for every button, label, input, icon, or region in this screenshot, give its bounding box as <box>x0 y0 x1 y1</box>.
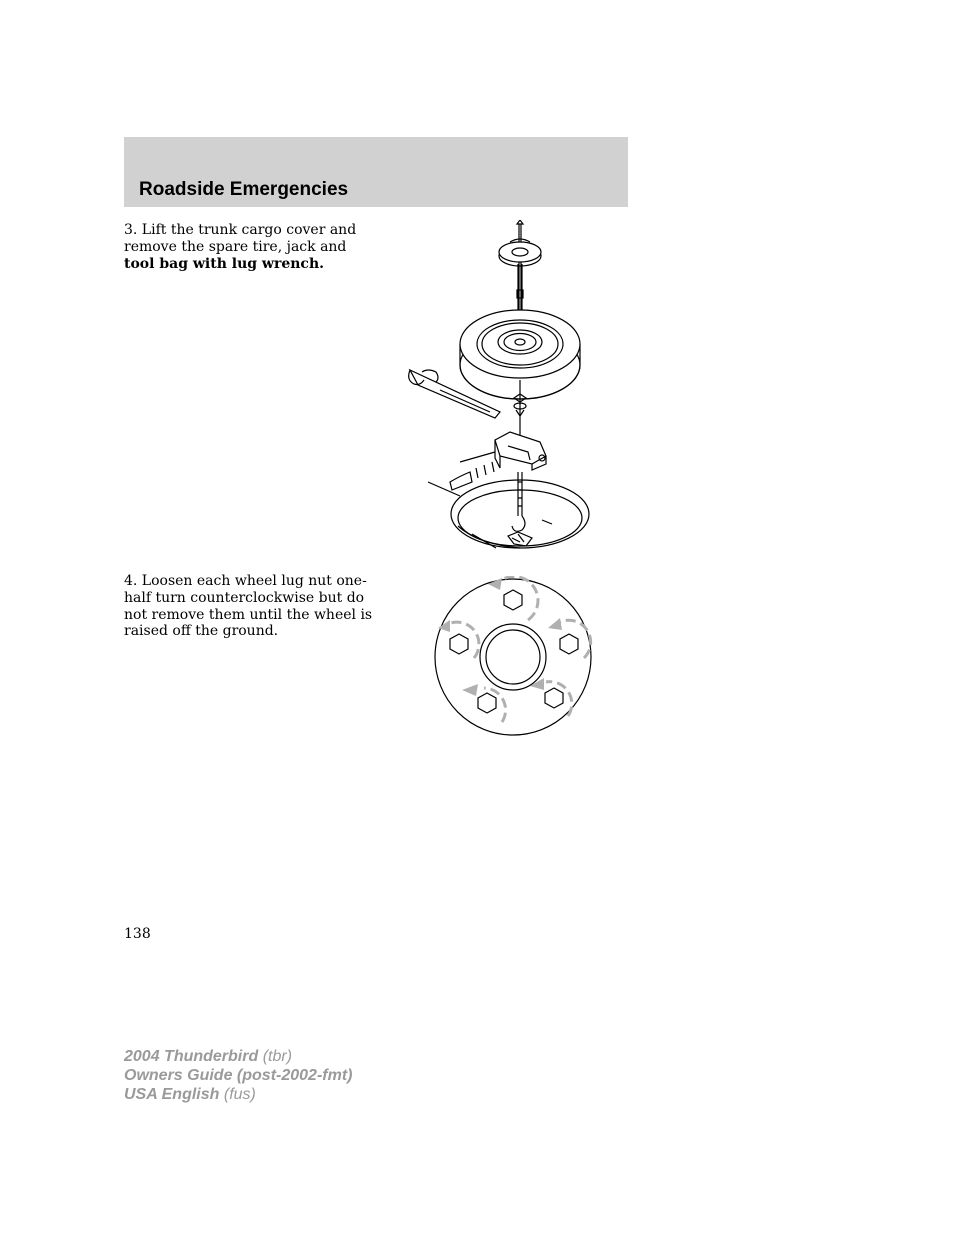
footer-line-1: 2004 Thunderbird (tbr) <box>124 1048 293 1065</box>
step-3-bold: tool bag with lug wrench. <box>124 255 324 272</box>
step-3-plain: 3. Lift the trunk cargo cover and remove the spare tire, jack and <box>124 222 357 255</box>
step-4-plain: 4. Loosen each wheel lug nut one-half turn counterclockwise but do not remove them until the wheel is raised off the ground. <box>124 573 373 640</box>
lug-nut-loosening-icon <box>432 576 594 738</box>
document-footer <box>124 1047 352 1104</box>
spare-tire-removal-icon <box>400 220 600 552</box>
page-title: Roadside Emergencies <box>139 179 349 200</box>
footer-line-2: Owners Guide (post-2002-fmt) <box>124 1067 353 1084</box>
step-4-text <box>124 573 376 640</box>
footer-line-3: USA English (fus) <box>124 1086 256 1103</box>
step-3-text <box>124 222 376 272</box>
section-header <box>124 137 628 207</box>
page-number: 138 <box>124 926 151 942</box>
